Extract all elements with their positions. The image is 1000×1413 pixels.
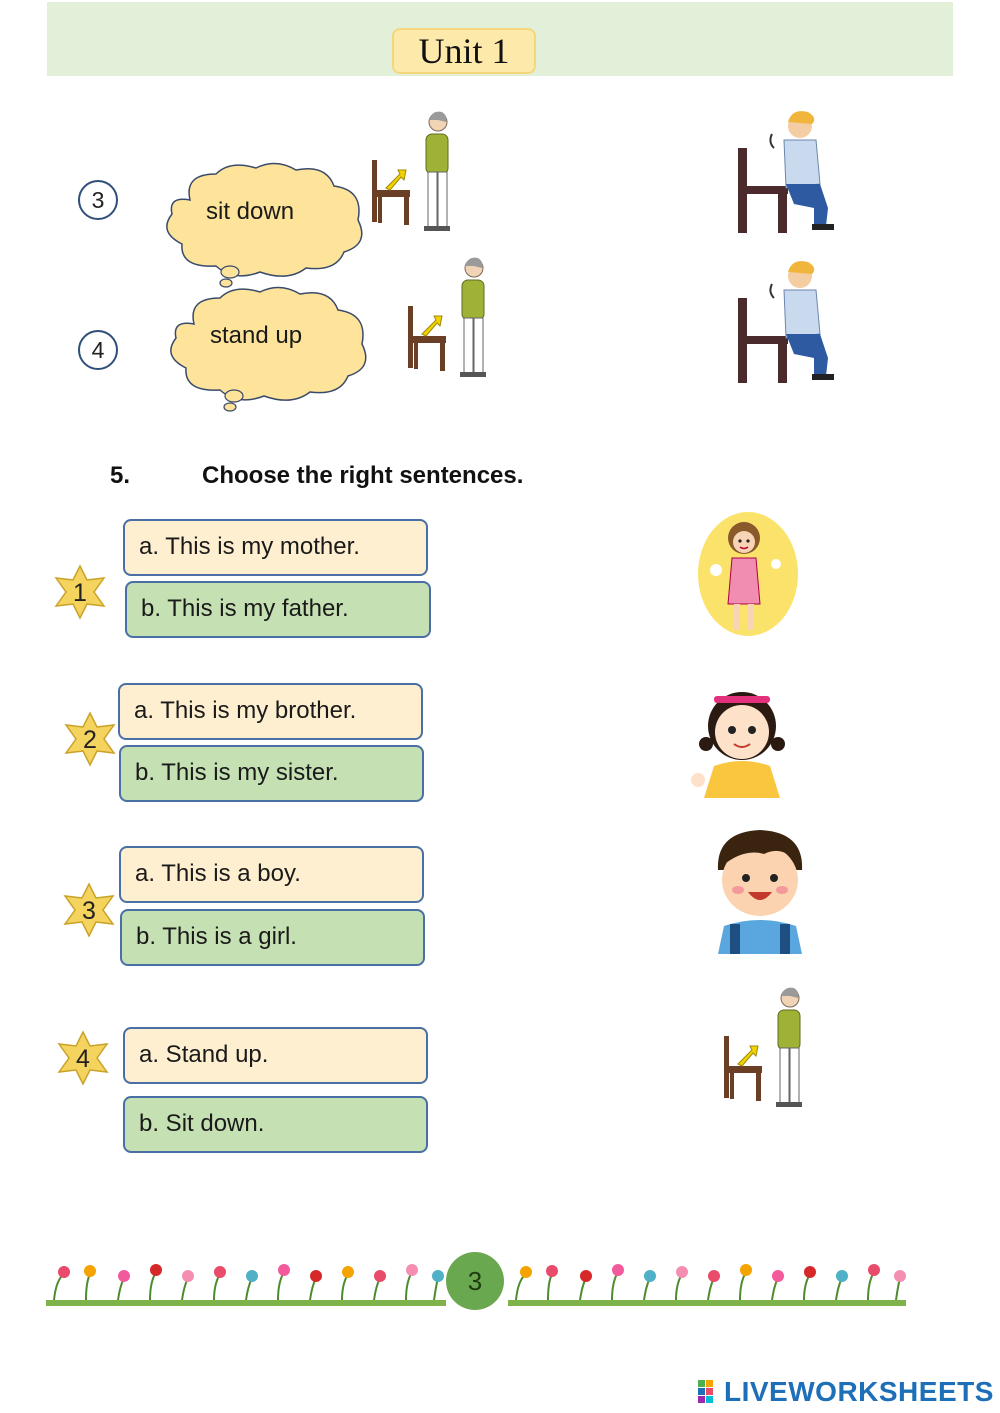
question-3-option-a[interactable]: a. This is a boy. xyxy=(119,846,424,903)
action-number-4: 4 xyxy=(78,330,118,370)
question-2-option-b[interactable]: b. This is my sister. xyxy=(119,745,424,802)
page-number: 3 xyxy=(446,1252,504,1310)
question-number-2: 2 xyxy=(83,726,97,754)
question-number-star-4 xyxy=(55,1030,111,1086)
boy-sitting-icon xyxy=(728,108,848,238)
question-4-option-b[interactable]: b. Sit down. xyxy=(123,1096,428,1153)
question-4-option-a[interactable]: a. Stand up. xyxy=(123,1027,428,1084)
question-3-option-b[interactable]: b. This is a girl. xyxy=(120,909,425,966)
bubble-text-stand-up: stand up xyxy=(210,322,303,349)
question-number-3: 3 xyxy=(82,897,96,925)
question-number-star-3 xyxy=(61,882,117,938)
liveworksheets-logo-icon xyxy=(698,1380,722,1406)
exercise-number: 5. xyxy=(110,462,131,489)
question-1-option-a[interactable]: a. This is my mother. xyxy=(123,519,428,576)
brand-name: LIVEWORKSHEETS xyxy=(724,1376,994,1407)
exercise-instruction: Choose the right sentences. xyxy=(202,462,524,489)
boy-icon xyxy=(704,826,816,954)
girl-icon xyxy=(684,682,800,800)
action-number-3: 3 xyxy=(78,180,118,220)
boy-sitting-icon xyxy=(728,258,848,388)
flower-border-left xyxy=(46,1256,446,1308)
question-number-star-1 xyxy=(52,564,108,620)
flower-border-right xyxy=(508,1256,906,1308)
question-number-star-2 xyxy=(62,711,118,767)
old-man-by-chair-icon xyxy=(402,254,512,384)
question-number-1: 1 xyxy=(73,579,87,607)
question-number-4: 4 xyxy=(76,1045,90,1073)
question-1-option-b[interactable]: b. This is my father. xyxy=(125,581,431,638)
question-2-option-a[interactable]: a. This is my brother. xyxy=(118,683,423,740)
unit-title: Unit 1 xyxy=(392,28,536,74)
old-man-by-chair-icon xyxy=(366,108,476,238)
thought-bubble-stand-up xyxy=(164,284,374,414)
mother-icon xyxy=(696,508,800,638)
bubble-text-sit-down: sit down xyxy=(206,198,295,225)
old-man-by-chair-icon xyxy=(718,984,828,1114)
thought-bubble-sit-down xyxy=(160,160,370,290)
